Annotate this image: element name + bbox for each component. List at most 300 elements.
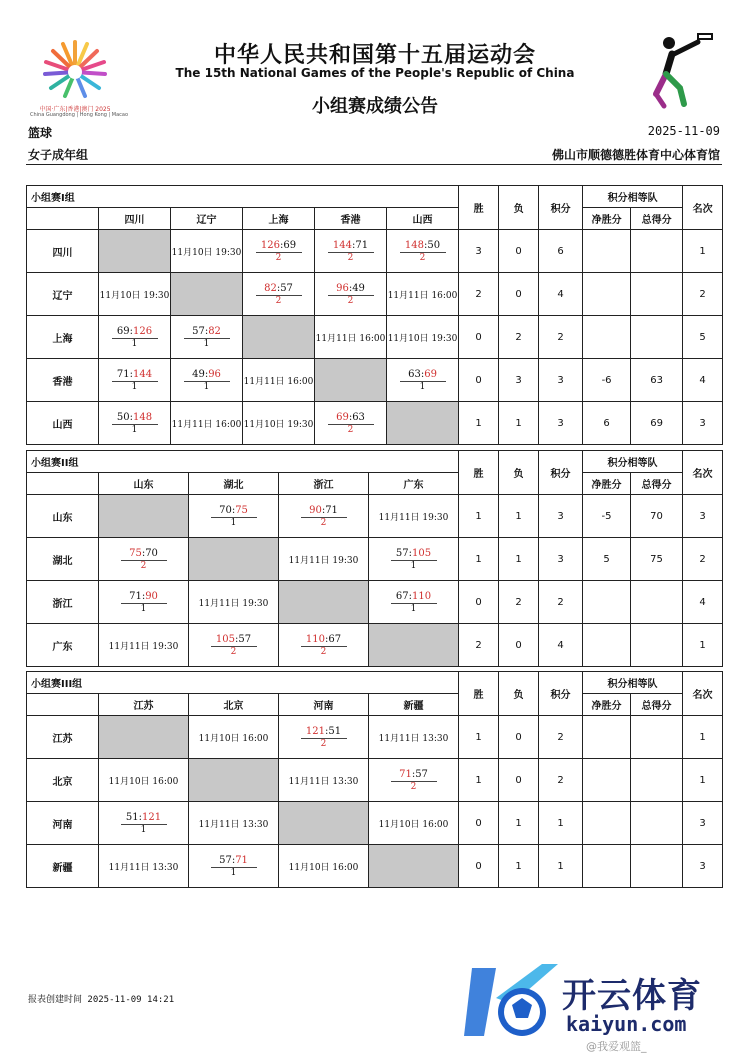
rank-value: 2 — [683, 273, 723, 316]
match-points: 1 — [131, 424, 138, 435]
match-datetime: 11月10日 19:30 — [387, 333, 458, 344]
score-away: 67 — [328, 633, 342, 645]
win-header: 胜 — [459, 672, 499, 716]
points-header: 积分 — [539, 451, 583, 495]
report-created-time: 报表创建时间 2025-11-09 14:21 — [28, 995, 175, 1005]
match-score: 49:96 — [184, 369, 230, 382]
loss-count: 2 — [499, 581, 539, 624]
table-row — [27, 538, 723, 581]
match-datetime: 11月10日 19:30 — [243, 419, 314, 430]
net-points-value: 6 — [583, 402, 631, 445]
match-datetime: 11月10日 19:30 — [99, 290, 170, 301]
score-away: 90 — [145, 590, 158, 602]
team-row-name: 广东 — [27, 624, 99, 667]
points-value: 6 — [539, 230, 583, 273]
score-home: 63 — [408, 368, 421, 380]
table-row — [27, 581, 723, 624]
match-points: 1 — [203, 338, 210, 349]
match-result-cell — [279, 624, 369, 667]
page-subtitle: 小组赛成绩公告 — [312, 96, 438, 117]
match-points: 2 — [320, 517, 327, 528]
loss-count: 1 — [499, 802, 539, 845]
match-result-cell — [171, 316, 243, 359]
scheduled-match-cell — [387, 316, 459, 359]
match-datetime: 11月11日 16:00 — [171, 419, 242, 430]
score-away: 57 — [415, 768, 428, 780]
win-count: 1 — [459, 402, 499, 445]
score-home: 67 — [395, 590, 409, 602]
logo-caption: 中国·广东|香港|澳门 2025 — [39, 106, 111, 113]
report-date: 2025-11-09 — [647, 124, 720, 138]
tie-group-header: 积分相等队 — [583, 672, 683, 694]
match-score: 67:110 — [391, 591, 437, 604]
score-home: 57 — [219, 854, 232, 866]
match-datetime: 11月11日 16:00 — [387, 290, 458, 301]
scheduled-match-cell — [243, 359, 315, 402]
score-away: 70 — [145, 547, 158, 559]
score-home: 71 — [399, 768, 412, 780]
total-points-value — [631, 716, 683, 759]
team-column-header: 北京 — [189, 694, 279, 716]
group-table — [26, 185, 723, 445]
loss-count: 0 — [499, 230, 539, 273]
score-home: 144 — [332, 239, 352, 251]
team-row-name: 新疆 — [27, 845, 99, 888]
self-match-cell — [171, 273, 243, 316]
score-home: 90 — [309, 504, 322, 516]
team-column-header: 新疆 — [369, 694, 459, 716]
scheduled-match-cell — [279, 759, 369, 802]
score-away: 63 — [352, 411, 365, 423]
scheduled-match-cell — [369, 495, 459, 538]
match-result-cell — [189, 495, 279, 538]
group-table — [26, 671, 723, 888]
scheduled-match-cell — [387, 273, 459, 316]
points-value: 2 — [539, 581, 583, 624]
self-match-cell — [369, 624, 459, 667]
team-row-name: 河南 — [27, 802, 99, 845]
table-row — [27, 716, 723, 759]
win-count: 2 — [459, 273, 499, 316]
match-points: 1 — [230, 517, 237, 528]
match-result-cell — [279, 495, 369, 538]
category-label: 女子成年组 — [28, 148, 89, 162]
team-column-header: 浙江 — [279, 473, 369, 495]
group-name: 小组赛I组 — [27, 186, 459, 208]
win-count: 3 — [459, 230, 499, 273]
total-points-value: 75 — [631, 538, 683, 581]
score-home: 110 — [305, 633, 325, 645]
scheduled-match-cell — [189, 716, 279, 759]
watermark-url: kaiyun.com — [566, 1012, 687, 1036]
points-value: 3 — [539, 538, 583, 581]
kaiyun-watermark-logo — [462, 958, 562, 1048]
score-home: 126 — [260, 239, 280, 251]
self-match-cell — [315, 359, 387, 402]
match-points: 1 — [410, 560, 417, 571]
scheduled-match-cell — [171, 402, 243, 445]
team-row-name: 浙江 — [27, 581, 99, 624]
team-column-header: 湖北 — [189, 473, 279, 495]
score-away: 110 — [412, 590, 432, 602]
match-points: 1 — [140, 603, 147, 614]
team-row-name: 江苏 — [27, 716, 99, 759]
total-points-value: 63 — [631, 359, 683, 402]
match-points: 1 — [203, 381, 210, 392]
match-result-cell — [279, 716, 369, 759]
team-column-header: 江苏 — [99, 694, 189, 716]
group-name: 小组赛III组 — [27, 672, 459, 694]
table-row — [27, 359, 723, 402]
self-match-cell — [99, 495, 189, 538]
points-value: 4 — [539, 624, 583, 667]
scheduled-match-cell — [99, 845, 189, 888]
total-points-value — [631, 759, 683, 802]
match-score: 82:57 — [256, 283, 302, 296]
match-score: 57:71 — [211, 855, 257, 868]
match-result-cell — [315, 273, 387, 316]
match-points: 2 — [410, 781, 417, 792]
loss-count: 2 — [499, 316, 539, 359]
score-home: 75 — [129, 547, 142, 559]
net-points-value — [583, 230, 631, 273]
rank-header: 名次 — [683, 451, 723, 495]
match-result-cell — [189, 845, 279, 888]
self-match-cell — [369, 845, 459, 888]
match-result-cell — [369, 538, 459, 581]
tie-group-header: 积分相等队 — [583, 451, 683, 473]
match-score: 57:82 — [184, 326, 230, 339]
points-value: 1 — [539, 845, 583, 888]
score-away: 71 — [355, 239, 369, 251]
total-points-value — [631, 316, 683, 359]
rank-header: 名次 — [683, 672, 723, 716]
match-datetime: 11月11日 16:00 — [243, 376, 314, 387]
team-column-header: 香港 — [315, 208, 387, 230]
loss-count: 0 — [499, 624, 539, 667]
match-datetime: 11月11日 16:00 — [315, 333, 386, 344]
match-result-cell — [189, 624, 279, 667]
scheduled-match-cell — [171, 230, 243, 273]
score-away: 69 — [283, 239, 297, 251]
win-count: 0 — [459, 316, 499, 359]
score-home: 49 — [192, 368, 205, 380]
total-points-value — [631, 624, 683, 667]
match-result-cell — [369, 759, 459, 802]
score-away: 148 — [133, 411, 153, 423]
score-away: 105 — [412, 547, 432, 559]
match-datetime: 11月10日 19:30 — [171, 247, 242, 258]
match-datetime: 11月10日 16:00 — [198, 733, 269, 744]
match-points: 2 — [347, 252, 354, 263]
win-header: 胜 — [459, 451, 499, 495]
rank-value: 1 — [683, 624, 723, 667]
match-points: 2 — [275, 252, 282, 263]
scheduled-match-cell — [315, 316, 387, 359]
points-value: 2 — [539, 716, 583, 759]
loss-header: 负 — [499, 451, 539, 495]
match-datetime: 11月11日 13:30 — [198, 819, 269, 830]
match-points: 2 — [275, 295, 282, 306]
scheduled-match-cell — [279, 845, 369, 888]
points-value: 2 — [539, 759, 583, 802]
corner-cell — [27, 694, 99, 716]
venue-label: 佛山市顺德德胜体育中心体育馆 — [551, 148, 720, 162]
rank-header: 名次 — [683, 186, 723, 230]
table-row — [27, 759, 723, 802]
match-score: 71:90 — [121, 591, 167, 604]
net-points-header: 净胜分 — [583, 208, 631, 230]
net-points-value — [583, 273, 631, 316]
self-match-cell — [279, 802, 369, 845]
match-result-cell — [99, 316, 171, 359]
score-away: 121 — [142, 811, 162, 823]
page-title: 中华人民共和国第十五届运动会 — [213, 43, 536, 68]
match-score: 105:57 — [211, 634, 257, 647]
loss-count: 1 — [499, 845, 539, 888]
self-match-cell — [99, 716, 189, 759]
match-result-cell — [387, 359, 459, 402]
sport-label: 篮球 — [28, 126, 53, 140]
rank-value: 5 — [683, 316, 723, 359]
table-row — [27, 316, 723, 359]
win-header: 胜 — [459, 186, 499, 230]
score-home: 57 — [395, 547, 409, 559]
match-score: 69:63 — [328, 412, 374, 425]
net-points-value — [583, 316, 631, 359]
match-result-cell — [171, 359, 243, 402]
score-home: 96 — [336, 282, 349, 294]
match-points: 1 — [230, 867, 237, 878]
win-count: 0 — [459, 359, 499, 402]
score-away: 96 — [208, 368, 221, 380]
score-away: 69 — [424, 368, 437, 380]
score-home: 51 — [125, 811, 139, 823]
team-row-name: 辽宁 — [27, 273, 99, 316]
match-points: 2 — [419, 252, 426, 263]
team-column-header: 山东 — [99, 473, 189, 495]
self-match-cell — [279, 581, 369, 624]
match-score: 63:69 — [400, 369, 446, 382]
net-points-header: 净胜分 — [583, 694, 631, 716]
team-row-name: 香港 — [27, 359, 99, 402]
win-count: 0 — [459, 802, 499, 845]
score-home: 69 — [116, 325, 130, 337]
match-result-cell — [243, 230, 315, 273]
score-home: 148 — [404, 239, 425, 251]
loss-count: 3 — [499, 359, 539, 402]
score-home: 69 — [336, 411, 349, 423]
rank-value: 1 — [683, 716, 723, 759]
match-points: 2 — [320, 646, 327, 657]
match-score: 71:57 — [391, 769, 437, 782]
group-name: 小组赛II组 — [27, 451, 459, 473]
total-points-value — [631, 581, 683, 624]
loss-count: 1 — [499, 538, 539, 581]
team-column-header: 河南 — [279, 694, 369, 716]
match-result-cell — [99, 538, 189, 581]
tie-group-header: 积分相等队 — [583, 186, 683, 208]
rank-value: 2 — [683, 538, 723, 581]
match-score: 90:71 — [301, 505, 347, 518]
points-value: 3 — [539, 402, 583, 445]
match-points: 2 — [230, 646, 237, 657]
scheduled-match-cell — [369, 716, 459, 759]
match-score: 144:71 — [328, 240, 374, 253]
team-row-name: 山东 — [27, 495, 99, 538]
match-score: 70:75 — [211, 505, 257, 518]
net-points-value — [583, 716, 631, 759]
rank-value: 3 — [683, 802, 723, 845]
match-points: 2 — [140, 560, 147, 571]
team-row-name: 四川 — [27, 230, 99, 273]
team-column-header: 辽宁 — [171, 208, 243, 230]
table-row — [27, 845, 723, 888]
total-points-value — [631, 230, 683, 273]
team-column-header: 四川 — [99, 208, 171, 230]
team-row-name: 北京 — [27, 759, 99, 802]
team-row-name: 湖北 — [27, 538, 99, 581]
self-match-cell — [243, 316, 315, 359]
total-points-value: 70 — [631, 495, 683, 538]
team-column-header: 上海 — [243, 208, 315, 230]
total-points-value — [631, 845, 683, 888]
scheduled-match-cell — [99, 273, 171, 316]
score-away: 50 — [427, 239, 441, 251]
points-header: 积分 — [539, 672, 583, 716]
net-points-value — [583, 845, 631, 888]
match-result-cell — [99, 581, 189, 624]
match-datetime: 11月10日 16:00 — [378, 819, 449, 830]
match-score: 69:126 — [112, 326, 158, 339]
match-datetime: 11月11日 19:30 — [108, 641, 179, 652]
points-value: 2 — [539, 316, 583, 359]
match-result-cell — [387, 230, 459, 273]
table-row — [27, 230, 723, 273]
total-points-header: 总得分 — [631, 694, 683, 716]
net-points-value: 5 — [583, 538, 631, 581]
scheduled-match-cell — [369, 802, 459, 845]
net-points-value: -5 — [583, 495, 631, 538]
points-value: 3 — [539, 495, 583, 538]
score-home: 121 — [305, 725, 325, 737]
loss-count: 1 — [499, 402, 539, 445]
corner-cell — [27, 208, 99, 230]
table-row — [27, 495, 723, 538]
rank-value: 1 — [683, 759, 723, 802]
page-title-en: The 15th National Games of the People's Republic of China — [175, 66, 575, 80]
match-result-cell — [315, 230, 387, 273]
points-value: 4 — [539, 273, 583, 316]
rank-value: 3 — [683, 402, 723, 445]
match-score: 75:70 — [121, 548, 167, 561]
self-match-cell — [387, 402, 459, 445]
score-away: 51 — [328, 725, 342, 737]
match-points: 1 — [131, 338, 138, 349]
total-points-value — [631, 802, 683, 845]
score-away: 126 — [133, 325, 153, 337]
rank-value: 3 — [683, 845, 723, 888]
scheduled-match-cell — [279, 538, 369, 581]
match-result-cell — [99, 359, 171, 402]
match-datetime: 11月11日 19:30 — [288, 555, 359, 566]
scheduled-match-cell — [189, 581, 279, 624]
win-count: 1 — [459, 495, 499, 538]
table-row — [27, 624, 723, 667]
score-away: 49 — [352, 282, 365, 294]
self-match-cell — [99, 230, 171, 273]
scheduled-match-cell — [243, 402, 315, 445]
match-datetime: 11月11日 13:30 — [108, 862, 179, 873]
match-score: 121:51 — [301, 726, 347, 739]
match-result-cell — [99, 802, 189, 845]
score-home: 71 — [116, 368, 130, 380]
match-points: 2 — [347, 424, 354, 435]
win-count: 0 — [459, 845, 499, 888]
match-datetime: 11月11日 19:30 — [378, 512, 449, 523]
match-score: 57:105 — [391, 548, 437, 561]
rank-value: 4 — [683, 359, 723, 402]
score-away: 75 — [235, 504, 248, 516]
loss-count: 0 — [499, 273, 539, 316]
score-away: 71 — [325, 504, 338, 516]
score-home: 57 — [192, 325, 205, 337]
score-away: 82 — [208, 325, 221, 337]
score-home: 82 — [264, 282, 277, 294]
loss-count: 1 — [499, 495, 539, 538]
table-row — [27, 402, 723, 445]
points-value: 1 — [539, 802, 583, 845]
self-match-cell — [189, 759, 279, 802]
team-row-name: 上海 — [27, 316, 99, 359]
match-datetime: 11月11日 13:30 — [378, 733, 449, 744]
self-match-cell — [189, 538, 279, 581]
match-score: 110:67 — [301, 634, 347, 647]
match-points: 1 — [140, 824, 147, 835]
net-points-value — [583, 802, 631, 845]
match-points: 2 — [347, 295, 354, 306]
match-datetime: 11月11日 13:30 — [288, 776, 359, 787]
group-table — [26, 450, 723, 667]
match-points: 1 — [410, 603, 417, 614]
loss-header: 负 — [499, 186, 539, 230]
win-count: 1 — [459, 759, 499, 802]
scheduled-match-cell — [99, 759, 189, 802]
logo-caption-en: China Guangdong | Hong Kong | Macao — [30, 112, 129, 118]
match-points: 1 — [131, 381, 138, 392]
watermark-handle: @我爱观篮_ — [586, 1040, 647, 1053]
net-points-header: 净胜分 — [583, 473, 631, 495]
match-score: 51:121 — [121, 812, 167, 825]
header-divider — [26, 164, 722, 165]
score-away: 144 — [133, 368, 153, 380]
win-count: 0 — [459, 581, 499, 624]
rank-value: 1 — [683, 230, 723, 273]
loss-header: 负 — [499, 672, 539, 716]
score-home: 71 — [129, 590, 142, 602]
score-away: 57 — [238, 633, 252, 645]
points-header: 积分 — [539, 186, 583, 230]
match-result-cell — [315, 402, 387, 445]
match-score: 50:148 — [112, 412, 158, 425]
table-row — [27, 273, 723, 316]
match-score: 148:50 — [400, 240, 446, 253]
points-value: 3 — [539, 359, 583, 402]
score-away: 71 — [235, 854, 248, 866]
score-home: 50 — [116, 411, 130, 423]
match-datetime: 11月10日 16:00 — [108, 776, 179, 787]
win-count: 1 — [459, 538, 499, 581]
